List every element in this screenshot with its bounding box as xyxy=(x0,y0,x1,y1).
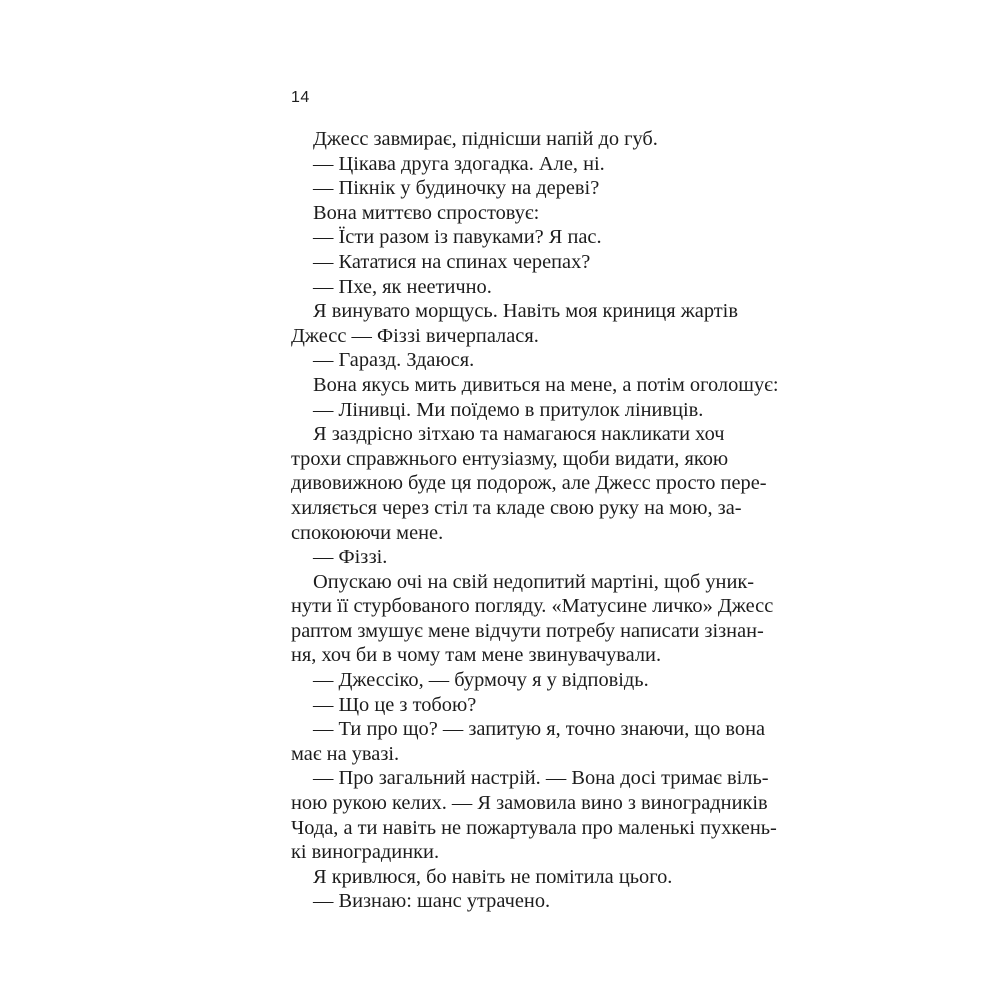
text-line: нути її стурбованого погляду. «Матусине личко» Джесс xyxy=(291,595,774,618)
text-line: спокоюючи мене. xyxy=(291,521,444,544)
text-line: ною рукою келих. — Я замовила вино з виноградників xyxy=(291,792,768,815)
text-line: Я винувато морщусь. Навіть моя криниця жартів xyxy=(313,300,738,323)
page-number: 14 xyxy=(291,89,310,106)
body-text xyxy=(291,127,779,914)
text-line: Опускаю очі на свій недопитий мартіні, щоб уник- xyxy=(313,570,755,593)
text-line: раптом змушує мене відчути потребу написати зізнан- xyxy=(291,619,764,642)
text-line: — Що це з тобою? xyxy=(313,693,477,716)
text-line: Джесс — Фіззі вичерпалася. xyxy=(291,324,539,347)
text-line: Джесс завмирає, піднісши напій до губ. xyxy=(313,128,658,150)
text-line: трохи справжнього ентузіазму, щоби видати, якою xyxy=(291,447,729,470)
text-line: кі виноградинки. xyxy=(291,841,440,864)
text-line: — Ти про що? — запитую я, точно знаючи, що вона xyxy=(313,718,766,741)
text-line: — Кататися на спинах черепах? xyxy=(313,250,591,273)
text-line: — Лінивці. Ми поїдемо в притулок лінивців. xyxy=(313,398,704,421)
text-line: — Про загальний настрій. — Вона досі тримає віль- xyxy=(313,767,769,790)
text-line: дивовижною буде ця подорож, але Джесс просто пере- xyxy=(291,472,767,495)
text-line: Вона якусь мить дивиться на мене, а потім оголошує: xyxy=(313,373,779,396)
text-line: — Джессіко, — бурмочу я у відповідь. xyxy=(313,669,649,692)
text-line: — Фіззі. xyxy=(313,546,388,569)
text-line: Я заздрісно зітхаю та намагаюся накликати хоч xyxy=(313,423,725,446)
text-line: Чода, а ти навіть не пожартувала про маленькі пухкень- xyxy=(291,816,777,839)
text-line: — Гаразд. Здаюся. xyxy=(313,349,475,372)
text-line: Вона миттєво спростовує: xyxy=(313,201,540,224)
text-line: — Пікнік у будиночку на дереві? xyxy=(313,177,600,200)
text-line: — Визнаю: шанс утрачено. xyxy=(313,890,551,913)
text-line: хиляється через стіл та кладе свою руку на мою, за- xyxy=(291,496,742,519)
text-line: — Їсти разом із павуками? Я пас. xyxy=(313,226,602,249)
text-line: ня, хоч би в чому там мене звинувачували. xyxy=(291,644,662,667)
text-line: має на увазі. xyxy=(291,742,400,765)
text-line: — Пхе, як неетично. xyxy=(313,275,492,298)
text-line: — Цікава друга здогадка. Але, ні. xyxy=(313,152,605,175)
text-line: Я кривлюся, бо навіть не помітила цього. xyxy=(313,865,673,888)
